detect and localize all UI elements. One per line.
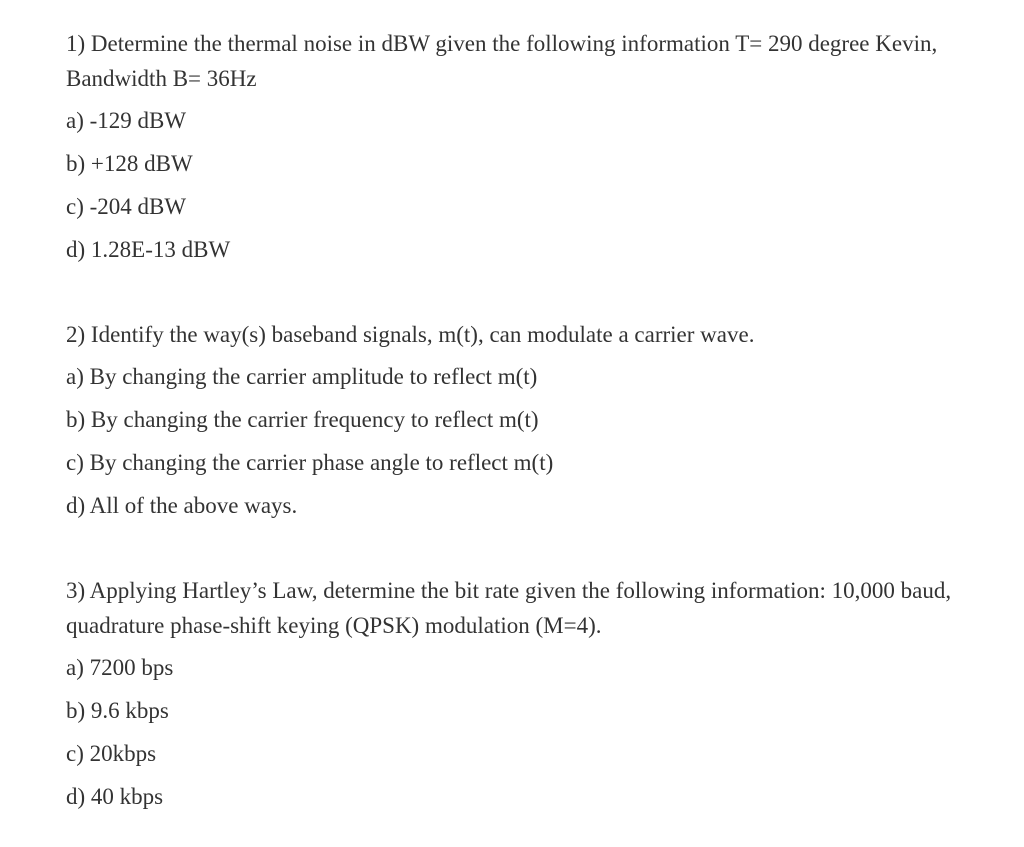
question-1	[66, 26, 966, 267]
option-a: a) -129 dBW	[66, 108, 187, 133]
option-c: c) 20kbps	[66, 741, 157, 766]
question-1-options	[66, 103, 966, 267]
spacer	[66, 531, 966, 573]
question-1-text: 1) Determine the thermal noise in dBW given the following information T= 290 degree Kevin, Bandwidth B= 36Hz	[66, 31, 938, 91]
question-3-text: 3) Applying Hartley’s Law, determine the bit rate given the following information: 10,000 baud, quadrature phase-shift keying (QPSK) modulation (M=4).	[66, 578, 952, 638]
quiz-document	[66, 26, 966, 822]
option-a: a) 7200 bps	[66, 655, 174, 680]
option-c: c) -204 dBW	[66, 194, 187, 219]
option-d: d) 1.28E-13 dBW	[66, 237, 231, 262]
option-b: b) By changing the carrier frequency to reflect m(t)	[66, 407, 539, 432]
question-2	[66, 317, 966, 523]
option-b: b) +128 dBW	[66, 151, 193, 176]
question-3-options	[66, 650, 966, 814]
option-c: c) By changing the carrier phase angle to reflect m(t)	[66, 450, 554, 475]
option-a: a) By changing the carrier amplitude to reflect m(t)	[66, 364, 538, 389]
question-2-text: 2) Identify the way(s) baseband signals, m(t), can modulate a carrier wave.	[66, 322, 755, 347]
spacer	[66, 275, 966, 317]
option-d: d) All of the above ways.	[66, 493, 298, 518]
option-b: b) 9.6 kbps	[66, 698, 169, 723]
question-2-options	[66, 359, 966, 523]
question-3	[66, 573, 966, 814]
option-d: d) 40 kbps	[66, 784, 164, 809]
